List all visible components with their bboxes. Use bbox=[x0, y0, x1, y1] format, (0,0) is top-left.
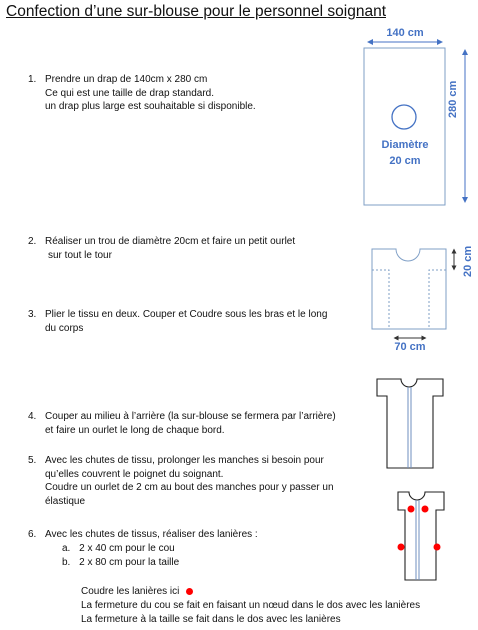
sheet-width-label: 140 cm bbox=[386, 27, 424, 39]
step-line: Couper au milieu à l’arrière (la sur-blouse se fermera par l’arrière) bbox=[45, 411, 336, 422]
waist-tie-dot bbox=[434, 544, 441, 551]
sub-text: 2 x 80 cm pour la taille bbox=[79, 557, 180, 568]
step-line: Avec les chutes de tissus, réaliser des lanières : bbox=[45, 529, 258, 540]
sheet-height-label: 280 cm bbox=[447, 80, 459, 118]
sub-letter: a. bbox=[62, 543, 71, 554]
folded-width-label: 70 cm bbox=[394, 341, 426, 353]
step-line: sur tout le tour bbox=[48, 249, 112, 261]
step-line: Ce qui est une taille de drap standard. bbox=[45, 87, 214, 99]
step-number: 4. bbox=[28, 411, 37, 422]
step-number: 1. bbox=[28, 74, 37, 85]
step-line: qu’elles couvrent le poignet du soignant. bbox=[45, 468, 224, 480]
sub-letter: b. bbox=[62, 557, 71, 568]
sub-text: 2 x 40 cm pour le cou bbox=[79, 543, 175, 554]
waist-tie-dot bbox=[398, 544, 405, 551]
step-line: un drap plus large est souhaitable si disponible. bbox=[45, 101, 256, 112]
neck-tie-dot bbox=[408, 506, 415, 513]
gown-outline bbox=[398, 492, 444, 580]
step-number: 2. bbox=[28, 236, 37, 247]
step-number: 6. bbox=[28, 529, 37, 540]
step-number: 5. bbox=[28, 455, 37, 466]
note-waist-closing: La fermeture à la taille se fait dans le dos avec les lanières bbox=[81, 614, 341, 625]
step-line: Prendre un drap de 140cm x 280 cm bbox=[45, 74, 208, 85]
step-line: Plier le tissu en deux. Couper et Coudre sous les bras et le long bbox=[45, 309, 328, 320]
hole-label-line-2: 20 cm bbox=[389, 155, 421, 167]
step-line: Réaliser un trou de diamètre 20cm et faire un petit ourlet bbox=[45, 236, 296, 247]
folded-height-label: 20 cm bbox=[462, 245, 474, 277]
step-line: du corps bbox=[45, 322, 84, 334]
hole-label-line-1: Diamètre bbox=[381, 139, 429, 151]
step-line: et faire un ourlet le long de chaque bord. bbox=[45, 424, 225, 436]
step-line: Avec les chutes de tissu, prolonger les manches si besoin pour bbox=[45, 455, 324, 466]
note-neck-closing: La fermeture du cou se fait en faisant un nœud dans le dos avec les lanières bbox=[81, 600, 421, 611]
step-line: élastique bbox=[45, 495, 86, 507]
step-line: Coudre un ourlet de 2 cm au bout des manches pour y passer un bbox=[45, 482, 334, 493]
page-title: Confection d’une sur-blouse pour le personnel soignant bbox=[6, 3, 386, 20]
step-number: 3. bbox=[28, 309, 37, 320]
note-text: Coudre les lanières ici bbox=[81, 586, 180, 597]
neck-tie-dot bbox=[422, 506, 429, 513]
